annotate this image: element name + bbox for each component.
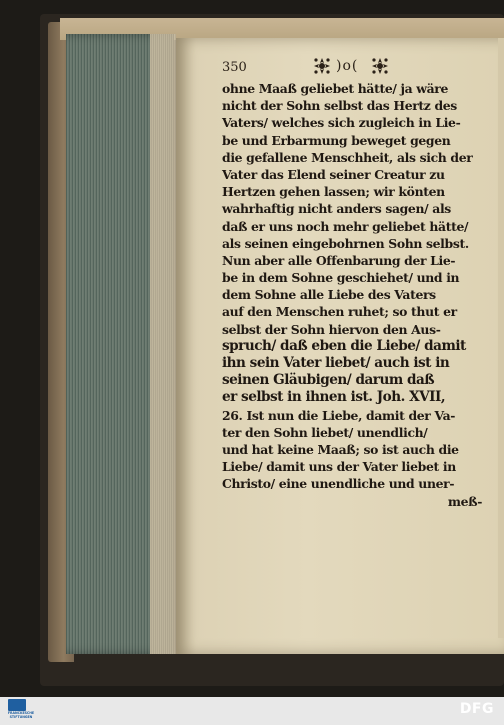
text-line: wahrhaftig nicht anders sagen/ als — [222, 201, 451, 217]
body-text — [222, 80, 486, 510]
text-line: spruch/ daß eben die Liebe/ damit — [222, 337, 466, 354]
text-line: die gefallene Menschheit, als sich der — [222, 149, 473, 165]
catchword: meß- — [447, 493, 482, 509]
text-line: 26. Ist nun die Liebe, damit der Va- — [222, 407, 456, 423]
text-line: Liebe/ damit uns der Vater liebet in — [222, 459, 456, 475]
text-line: ihn sein Vater liebet/ auch ist in — [222, 355, 450, 371]
page-right-edge — [498, 38, 504, 638]
institution-logo[interactable] — [4, 699, 35, 723]
page-stack-highlight — [150, 34, 176, 654]
text-line: und hat keine Maaß; so ist auch die — [222, 441, 459, 457]
logo-emblem-icon — [8, 699, 26, 711]
page-number: 350 — [222, 60, 247, 75]
text-line: dem Sohne alle Liebe des Vaters — [222, 287, 436, 303]
text-line: als seinen eingebohrnen Sohn selbst. — [222, 235, 469, 251]
page-header — [222, 58, 492, 78]
fleuron-right-icon — [370, 57, 390, 75]
text-line: selbst der Sohn hiervon den Aus- — [222, 321, 441, 337]
viewer-footer — [0, 697, 504, 725]
text-line: auf den Menschen ruhet; so thut er — [222, 304, 457, 320]
text-line: Hertzen gehen lassen; wir könten — [222, 184, 445, 200]
text-line: Vaters/ welches sich zugleich in Lie- — [222, 115, 461, 131]
text-line: daß er uns noch mehr geliebet hätte/ — [222, 218, 469, 234]
text-line: be in dem Sohne geschiehet/ und in — [222, 270, 460, 286]
logo-text: FRANCKESCHE STIFTUNGEN — [7, 711, 35, 719]
text-line: be und Erbarmung beweget gegen — [222, 132, 451, 148]
header-ornament: )o( — [336, 58, 359, 74]
fleuron-left-icon — [312, 57, 332, 75]
text-line: ohne Maaß geliebet hätte/ ja wäre — [222, 81, 448, 96]
text-line: Christo/ eine unendliche und uner- — [222, 476, 455, 492]
text-line: Vater das Elend seiner Creatur zu — [222, 166, 445, 182]
dfg-logo[interactable]: DFG — [459, 701, 494, 717]
text-line: seinen Gläubigen/ darum daß — [222, 372, 435, 389]
text-line: Nun aber alle Offenbarung der Lie- — [222, 252, 456, 268]
text-line: ter den Sohn liebet/ unendlich/ — [222, 424, 428, 440]
text-line: nicht der Sohn selbst das Hertz des — [222, 98, 457, 114]
text-line: er selbst in ihnen ist. Joh. XVII, — [222, 389, 446, 406]
